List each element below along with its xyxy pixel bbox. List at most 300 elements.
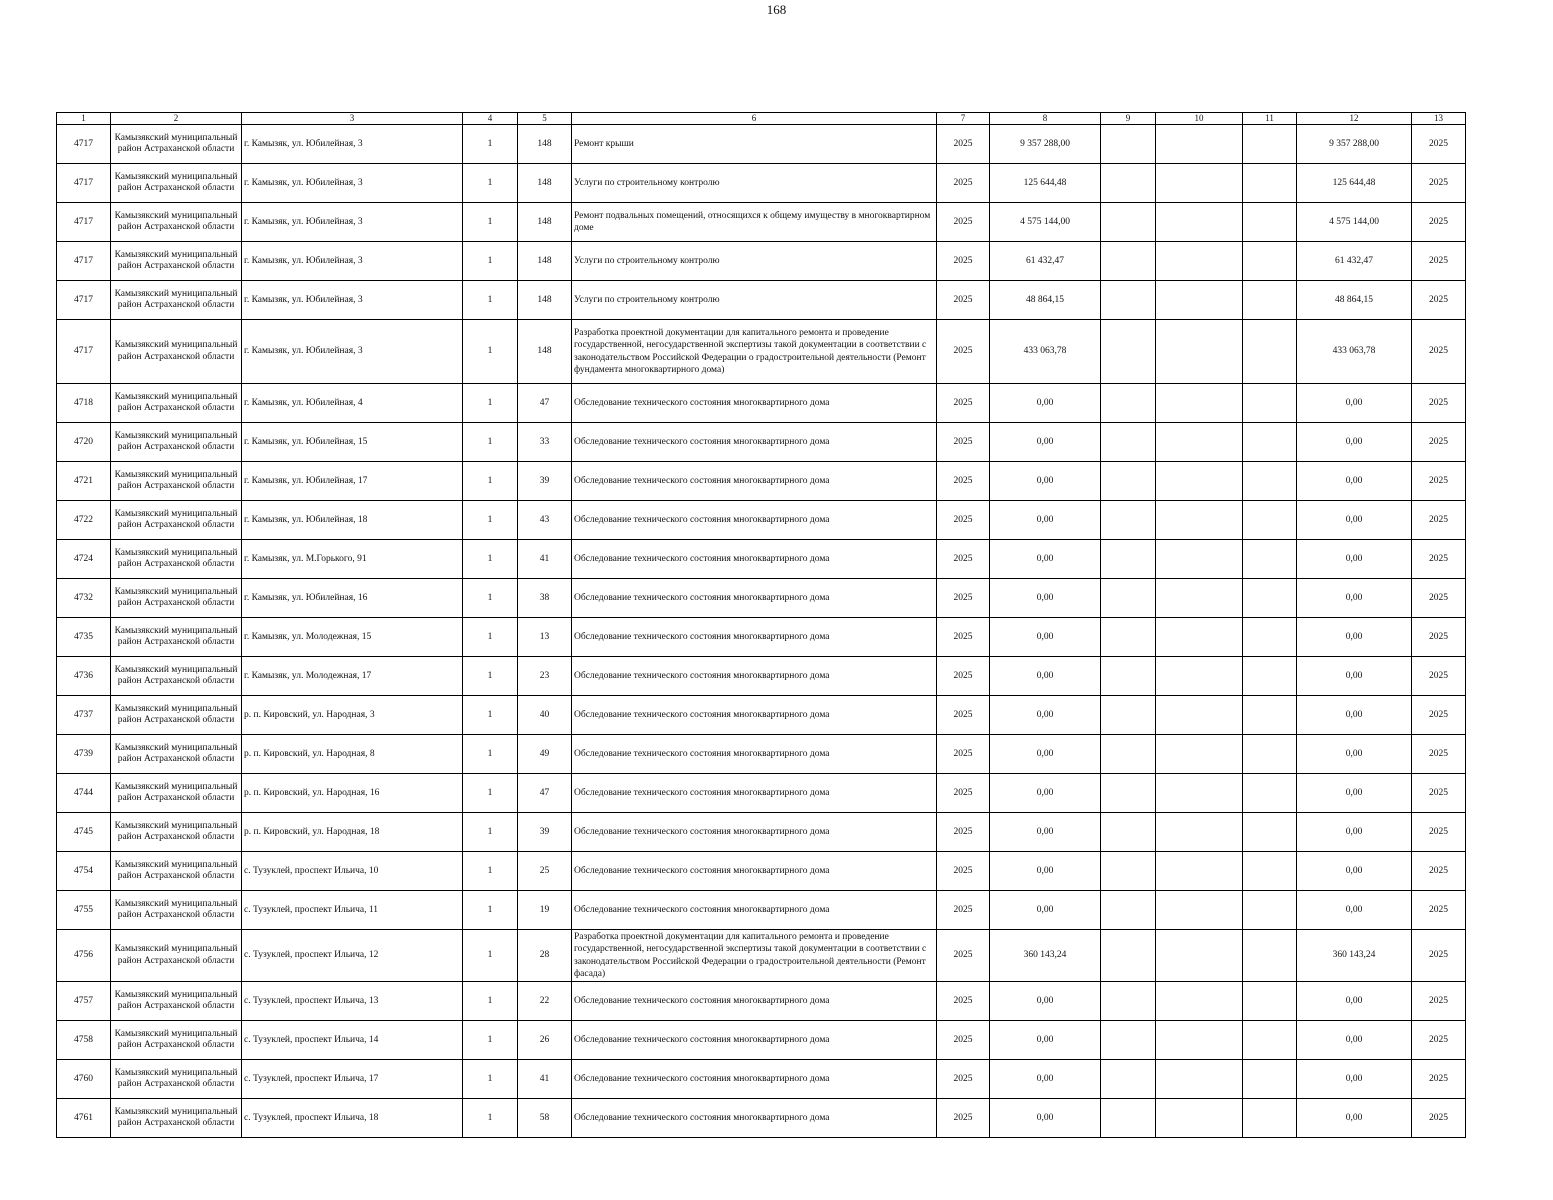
cell-amount: 0,00 [1297,774,1412,813]
cell-work-type: Обследование технического состояния многоквартирного дома [572,735,937,774]
cell-col11 [1243,242,1297,281]
cell-id: 4724 [57,540,111,579]
cell-year: 2025 [937,125,990,164]
cell-col4: 1 [463,540,518,579]
cell-address: г. Камызяк, ул. М.Горького, 91 [242,540,463,579]
cell-col9 [1101,242,1156,281]
cell-amount: 125 644,48 [1297,164,1412,203]
cell-work-type: Разработка проектной документации для капитального ремонта и проведение государственной, негосударственной экспертизы такой документации в соответствии с законодательством Российской Федерации о градостроительной деятельности (Ремонт фасада) [572,930,937,982]
cell-col11 [1243,501,1297,540]
cell-year: 2025 [937,242,990,281]
cell-year: 2025 [937,735,990,774]
column-header: 4 [463,113,518,125]
cell-cost: 0,00 [990,1099,1101,1138]
cell-address: р. п. Кировский, ул. Народная, 16 [242,774,463,813]
cell-id: 4758 [57,1021,111,1060]
cell-col10 [1156,1021,1243,1060]
cell-id: 4717 [57,242,111,281]
cell-col5: 39 [518,462,572,501]
cell-district: Камызякский муниципальный район Астраханской области [111,242,242,281]
cell-district: Камызякский муниципальный район Астраханской области [111,618,242,657]
cell-address: г. Камызяк, ул. Юбилейная, 3 [242,164,463,203]
cell-year-end: 2025 [1412,462,1466,501]
cell-col4: 1 [463,982,518,1021]
cell-col5: 58 [518,1099,572,1138]
cell-col11 [1243,618,1297,657]
cell-id: 4717 [57,203,111,242]
cell-col4: 1 [463,1060,518,1099]
cell-cost: 9 357 288,00 [990,125,1101,164]
column-header: 8 [990,113,1101,125]
cell-work-type: Разработка проектной документации для капитального ремонта и проведение государственной, негосударственной экспертизы такой документации в соответствии с законодательством Российской Федерации о градостроительной деятельности (Ремонт фундамента многоквартирного дома) [572,320,937,384]
cell-col10 [1156,618,1243,657]
cell-col10 [1156,813,1243,852]
cell-col11 [1243,657,1297,696]
cell-address: г. Камызяк, ул. Молодежная, 15 [242,618,463,657]
cell-col4: 1 [463,891,518,930]
cell-col5: 28 [518,930,572,982]
cell-address: р. п. Кировский, ул. Народная, 3 [242,696,463,735]
table-row [57,735,1466,774]
cell-district: Камызякский муниципальный район Астраханской области [111,579,242,618]
cell-col9 [1101,891,1156,930]
cell-amount: 0,00 [1297,1021,1412,1060]
cell-id: 4736 [57,657,111,696]
cell-cost: 0,00 [990,1021,1101,1060]
cell-id: 4757 [57,982,111,1021]
cell-amount: 0,00 [1297,462,1412,501]
cell-col5: 38 [518,579,572,618]
cell-year-end: 2025 [1412,657,1466,696]
cell-col11 [1243,1099,1297,1138]
cell-amount: 0,00 [1297,852,1412,891]
cell-district: Камызякский муниципальный район Астраханской области [111,320,242,384]
column-header: 7 [937,113,990,125]
cell-col4: 1 [463,813,518,852]
table-row [57,423,1466,462]
cell-col4: 1 [463,164,518,203]
cell-id: 4720 [57,423,111,462]
cell-col11 [1243,540,1297,579]
cell-year: 2025 [937,1099,990,1138]
cell-address: г. Камызяк, ул. Юбилейная, 18 [242,501,463,540]
cell-col5: 41 [518,540,572,579]
cell-year-end: 2025 [1412,1060,1466,1099]
cell-district: Камызякский муниципальный район Астраханской области [111,203,242,242]
cell-year-end: 2025 [1412,1099,1466,1138]
cell-col11 [1243,462,1297,501]
cell-year-end: 2025 [1412,618,1466,657]
cell-district: Камызякский муниципальный район Астраханской области [111,125,242,164]
cell-work-type: Обследование технического состояния многоквартирного дома [572,982,937,1021]
cell-cost: 0,00 [990,462,1101,501]
page-number: 168 [766,2,787,17]
cell-district: Камызякский муниципальный район Астраханской области [111,1021,242,1060]
cell-year: 2025 [937,281,990,320]
table-row [57,657,1466,696]
cell-amount: 0,00 [1297,813,1412,852]
cell-col10 [1156,423,1243,462]
cell-col11 [1243,164,1297,203]
cell-work-type: Обследование технического состояния многоквартирного дома [572,1021,937,1060]
cell-col9 [1101,696,1156,735]
cell-district: Камызякский муниципальный район Астраханской области [111,735,242,774]
cell-col4: 1 [463,579,518,618]
cell-col11 [1243,1021,1297,1060]
cell-year: 2025 [937,384,990,423]
cell-year-end: 2025 [1412,1021,1466,1060]
cell-col10 [1156,462,1243,501]
cell-amount: 0,00 [1297,384,1412,423]
cell-col4: 1 [463,125,518,164]
cell-district: Камызякский муниципальный район Астраханской области [111,696,242,735]
cell-col4: 1 [463,320,518,384]
cell-id: 4745 [57,813,111,852]
cell-amount: 0,00 [1297,423,1412,462]
cell-col9 [1101,203,1156,242]
cell-cost: 0,00 [990,579,1101,618]
cell-work-type: Обследование технического состояния многоквартирного дома [572,852,937,891]
cell-work-type: Обследование технического состояния многоквартирного дома [572,618,937,657]
cell-district: Камызякский муниципальный район Астраханской области [111,852,242,891]
table-row [57,320,1466,384]
cell-cost: 0,00 [990,852,1101,891]
cell-col5: 148 [518,320,572,384]
cell-col11 [1243,735,1297,774]
cell-address: г. Камызяк, ул. Юбилейная, 3 [242,320,463,384]
cell-work-type: Обследование технического состояния многоквартирного дома [572,423,937,462]
cell-district: Камызякский муниципальный район Астраханской области [111,281,242,320]
cell-work-type: Обследование технического состояния многоквартирного дома [572,774,937,813]
table-row [57,501,1466,540]
cell-work-type: Обследование технического состояния многоквартирного дома [572,813,937,852]
cell-id: 4737 [57,696,111,735]
table-row [57,281,1466,320]
table-row [57,852,1466,891]
cell-cost: 61 432,47 [990,242,1101,281]
cell-col10 [1156,203,1243,242]
cell-cost: 125 644,48 [990,164,1101,203]
cell-col4: 1 [463,696,518,735]
cell-col9 [1101,423,1156,462]
cell-year-end: 2025 [1412,203,1466,242]
cell-amount: 61 432,47 [1297,242,1412,281]
registry-table [56,112,1466,1138]
cell-year: 2025 [937,1021,990,1060]
cell-id: 4754 [57,852,111,891]
cell-year-end: 2025 [1412,696,1466,735]
cell-amount: 0,00 [1297,735,1412,774]
cell-work-type: Обследование технического состояния многоквартирного дома [572,540,937,579]
column-header: 3 [242,113,463,125]
cell-col11 [1243,696,1297,735]
cell-year-end: 2025 [1412,320,1466,384]
cell-work-type: Обследование технического состояния многоквартирного дома [572,501,937,540]
cell-col9 [1101,930,1156,982]
cell-district: Камызякский муниципальный район Астраханской области [111,891,242,930]
cell-work-type: Услуги по строительному контролю [572,242,937,281]
table-row [57,462,1466,501]
cell-col5: 22 [518,982,572,1021]
cell-cost: 0,00 [990,735,1101,774]
cell-work-type: Обследование технического состояния многоквартирного дома [572,657,937,696]
cell-col11 [1243,579,1297,618]
cell-work-type: Услуги по строительному контролю [572,281,937,320]
cell-year-end: 2025 [1412,930,1466,982]
cell-col10 [1156,1099,1243,1138]
cell-year-end: 2025 [1412,281,1466,320]
cell-district: Камызякский муниципальный район Астраханской области [111,164,242,203]
cell-col4: 1 [463,384,518,423]
cell-amount: 0,00 [1297,657,1412,696]
cell-address: г. Камызяк, ул. Юбилейная, 3 [242,281,463,320]
cell-address: р. п. Кировский, ул. Народная, 8 [242,735,463,774]
cell-address: с. Тузуклей, проспект Ильича, 13 [242,982,463,1021]
cell-year-end: 2025 [1412,813,1466,852]
cell-col5: 148 [518,164,572,203]
cell-col5: 148 [518,203,572,242]
cell-col10 [1156,540,1243,579]
cell-cost: 0,00 [990,540,1101,579]
cell-year: 2025 [937,696,990,735]
cell-year: 2025 [937,501,990,540]
cell-col10 [1156,774,1243,813]
cell-col11 [1243,281,1297,320]
table-row [57,696,1466,735]
cell-year-end: 2025 [1412,891,1466,930]
cell-year-end: 2025 [1412,852,1466,891]
cell-year: 2025 [937,852,990,891]
cell-col10 [1156,242,1243,281]
cell-col5: 25 [518,852,572,891]
cell-col5: 23 [518,657,572,696]
cell-amount: 9 357 288,00 [1297,125,1412,164]
cell-col9 [1101,1060,1156,1099]
table-row [57,164,1466,203]
cell-district: Камызякский муниципальный район Астраханской области [111,1060,242,1099]
column-header: 2 [111,113,242,125]
cell-col11 [1243,852,1297,891]
cell-work-type: Обследование технического состояния многоквартирного дома [572,462,937,501]
cell-work-type: Обследование технического состояния многоквартирного дома [572,579,937,618]
cell-address: г. Камызяк, ул. Юбилейная, 3 [242,125,463,164]
cell-id: 4755 [57,891,111,930]
cell-year-end: 2025 [1412,501,1466,540]
cell-col11 [1243,423,1297,462]
cell-col10 [1156,891,1243,930]
cell-address: с. Тузуклей, проспект Ильича, 10 [242,852,463,891]
cell-col10 [1156,125,1243,164]
cell-col9 [1101,540,1156,579]
column-header: 12 [1297,113,1412,125]
column-header: 1 [57,113,111,125]
cell-col10 [1156,281,1243,320]
cell-year: 2025 [937,579,990,618]
cell-col9 [1101,852,1156,891]
cell-col5: 47 [518,774,572,813]
cell-col5: 49 [518,735,572,774]
cell-cost: 0,00 [990,891,1101,930]
cell-col4: 1 [463,735,518,774]
cell-col9 [1101,320,1156,384]
cell-amount: 433 063,78 [1297,320,1412,384]
cell-year: 2025 [937,982,990,1021]
cell-col4: 1 [463,423,518,462]
cell-col11 [1243,982,1297,1021]
cell-col11 [1243,384,1297,423]
cell-id: 4722 [57,501,111,540]
cell-cost: 0,00 [990,982,1101,1021]
cell-work-type: Ремонт крыши [572,125,937,164]
cell-district: Камызякский муниципальный район Астраханской области [111,930,242,982]
cell-id: 4718 [57,384,111,423]
cell-id: 4717 [57,281,111,320]
cell-address: г. Камызяк, ул. Юбилейная, 4 [242,384,463,423]
cell-amount: 0,00 [1297,1099,1412,1138]
table-row [57,930,1466,982]
cell-year-end: 2025 [1412,774,1466,813]
cell-col5: 39 [518,813,572,852]
cell-year-end: 2025 [1412,164,1466,203]
cell-col4: 1 [463,657,518,696]
cell-cost: 0,00 [990,423,1101,462]
cell-col9 [1101,657,1156,696]
cell-year: 2025 [937,423,990,462]
cell-col4: 1 [463,501,518,540]
cell-col9 [1101,813,1156,852]
cell-col10 [1156,696,1243,735]
cell-col10 [1156,384,1243,423]
cell-address: г. Камызяк, ул. Юбилейная, 16 [242,579,463,618]
cell-col5: 40 [518,696,572,735]
cell-col11 [1243,320,1297,384]
cell-cost: 360 143,24 [990,930,1101,982]
cell-district: Камызякский муниципальный район Астраханской области [111,982,242,1021]
cell-work-type: Обследование технического состояния многоквартирного дома [572,1060,937,1099]
column-header: 6 [572,113,937,125]
cell-cost: 4 575 144,00 [990,203,1101,242]
cell-col10 [1156,735,1243,774]
cell-district: Камызякский муниципальный район Астраханской области [111,774,242,813]
cell-amount: 0,00 [1297,891,1412,930]
cell-address: с. Тузуклей, проспект Ильича, 11 [242,891,463,930]
cell-year: 2025 [937,203,990,242]
table-row [57,1060,1466,1099]
cell-id: 4721 [57,462,111,501]
cell-year-end: 2025 [1412,982,1466,1021]
cell-cost: 433 063,78 [990,320,1101,384]
cell-year: 2025 [937,618,990,657]
table-row [57,242,1466,281]
cell-amount: 360 143,24 [1297,930,1412,982]
cell-col5: 148 [518,125,572,164]
cell-amount: 4 575 144,00 [1297,203,1412,242]
cell-id: 4761 [57,1099,111,1138]
cell-district: Камызякский муниципальный район Астраханской области [111,1099,242,1138]
table-row [57,813,1466,852]
cell-amount: 0,00 [1297,1060,1412,1099]
cell-district: Камызякский муниципальный район Астраханской области [111,813,242,852]
cell-col9 [1101,384,1156,423]
cell-year: 2025 [937,1060,990,1099]
cell-col5: 43 [518,501,572,540]
table-row [57,125,1466,164]
cell-col4: 1 [463,1099,518,1138]
cell-work-type: Обследование технического состояния многоквартирного дома [572,696,937,735]
cell-amount: 48 864,15 [1297,281,1412,320]
cell-cost: 48 864,15 [990,281,1101,320]
table-row [57,579,1466,618]
cell-year-end: 2025 [1412,125,1466,164]
table-row [57,774,1466,813]
cell-col4: 1 [463,462,518,501]
cell-col11 [1243,930,1297,982]
cell-work-type: Обследование технического состояния многоквартирного дома [572,384,937,423]
cell-col4: 1 [463,930,518,982]
cell-year: 2025 [937,813,990,852]
cell-col4: 1 [463,1021,518,1060]
table-row [57,891,1466,930]
cell-cost: 0,00 [990,774,1101,813]
table-row [57,1021,1466,1060]
cell-cost: 0,00 [990,384,1101,423]
column-header: 9 [1101,113,1156,125]
cell-district: Камызякский муниципальный район Астраханской области [111,540,242,579]
cell-address: с. Тузуклей, проспект Ильича, 12 [242,930,463,982]
cell-col4: 1 [463,281,518,320]
cell-district: Камызякский муниципальный район Астраханской области [111,423,242,462]
cell-col11 [1243,203,1297,242]
cell-col10 [1156,320,1243,384]
cell-year: 2025 [937,320,990,384]
cell-amount: 0,00 [1297,579,1412,618]
cell-id: 4739 [57,735,111,774]
cell-col4: 1 [463,242,518,281]
cell-district: Камызякский муниципальный район Астраханской области [111,384,242,423]
table-row [57,982,1466,1021]
cell-col10 [1156,501,1243,540]
cell-col11 [1243,125,1297,164]
table-row [57,384,1466,423]
cell-id: 4717 [57,320,111,384]
column-number-row [57,113,1466,125]
cell-amount: 0,00 [1297,696,1412,735]
cell-col9 [1101,125,1156,164]
cell-id: 4760 [57,1060,111,1099]
cell-col10 [1156,1060,1243,1099]
column-header: 11 [1243,113,1297,125]
cell-cost: 0,00 [990,813,1101,852]
cell-id: 4744 [57,774,111,813]
table-row [57,540,1466,579]
cell-amount: 0,00 [1297,982,1412,1021]
cell-col11 [1243,813,1297,852]
cell-col9 [1101,735,1156,774]
cell-col11 [1243,1060,1297,1099]
cell-col5: 26 [518,1021,572,1060]
cell-col10 [1156,579,1243,618]
cell-col4: 1 [463,852,518,891]
cell-cost: 0,00 [990,657,1101,696]
cell-year-end: 2025 [1412,540,1466,579]
cell-col9 [1101,618,1156,657]
cell-year-end: 2025 [1412,384,1466,423]
cell-year-end: 2025 [1412,423,1466,462]
cell-cost: 0,00 [990,1060,1101,1099]
cell-col10 [1156,852,1243,891]
cell-id: 4717 [57,125,111,164]
cell-address: с. Тузуклей, проспект Ильича, 14 [242,1021,463,1060]
